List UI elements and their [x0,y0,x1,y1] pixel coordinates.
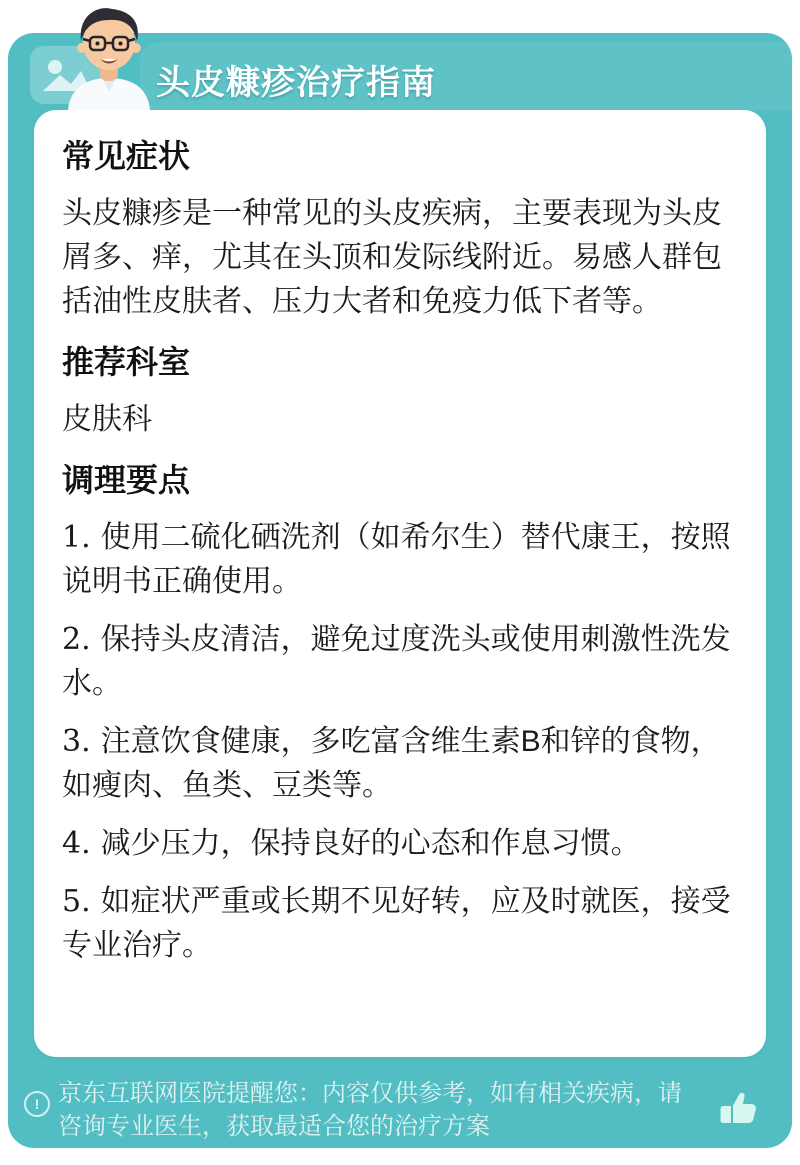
section-heading-tips: 调理要点 [62,462,191,498]
symptoms-text: 头皮糠疹是一种常见的头皮疾病，主要表现为头皮屑多、痒，尤其在头顶和发际线附近。易感人群包括油性皮肤者、压力大者和免疫力低下者等。 [62,197,722,318]
tip-number: 1. [62,520,91,555]
info-icon [24,1091,50,1117]
tip-text: 注意饮食健康，多吃富含维生素B和锌的食物，如瘦肉、鱼类、豆类等。 [62,725,721,802]
tip-number: 5. [62,884,91,919]
tip-text: 保持头皮清洁，避免过度洗头或使用刺激性洗发水。 [62,623,731,700]
tip-number: 3. [62,724,91,759]
info-glyph: ! [34,1096,40,1112]
disclaimer-bar [8,1057,792,1148]
doctor-avatar [54,7,164,110]
disclaimer-text: 京东互联网医院提醒您：内容仅供参考，如有相关疾病，请咨询专业医生，获取最适合您的治疗方案 [58,1080,682,1140]
section-heading-department: 推荐科室 [62,344,191,380]
thumbs-up-icon[interactable] [718,1087,760,1129]
tip-text: 如症状严重或长期不见好转，应及时就医，接受专业治疗。 [62,885,731,962]
department-text: 皮肤科 [62,403,152,436]
tip-number: 2. [62,622,91,657]
content-card [34,110,766,1057]
tip-text: 减少压力，保持良好的心态和作息习惯。 [100,827,641,860]
tip-item-3 [62,720,738,808]
guide-panel [8,33,792,1148]
tip-item-5 [62,880,738,968]
section-heading-symptoms: 常见症状 [62,138,191,174]
tip-item-4 [62,822,738,866]
tip-number: 4. [62,826,91,861]
page-title: 头皮糠疹治疗指南 [156,64,436,102]
tip-text: 使用二硫化硒洗剂（如希尔生）替代康王，按照说明书正确使用。 [62,521,731,598]
tip-item-2 [62,618,738,706]
tip-item-1 [62,516,738,604]
